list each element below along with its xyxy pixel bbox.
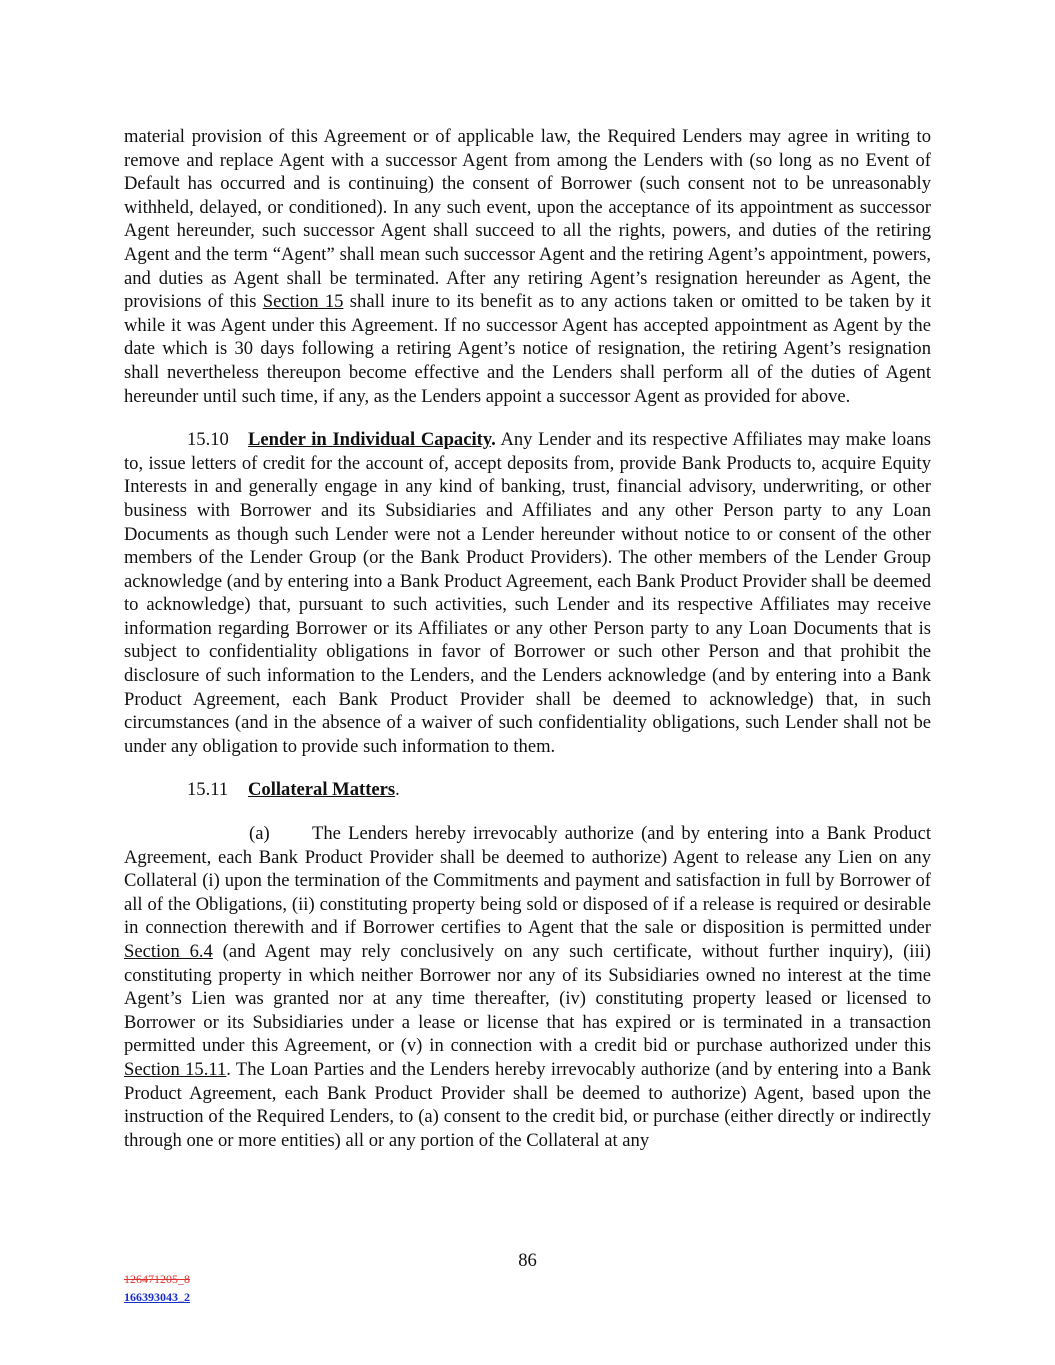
paragraph-continued — [124, 125, 931, 408]
section-number: 15.11 — [187, 779, 229, 801]
section-number: 15.10 — [187, 429, 229, 451]
section-15-10 — [124, 428, 931, 758]
section-heading: Collateral Matters — [248, 779, 396, 801]
subsection-text: (and Agent may rely conclusively on any such certificate, without further inquiry), (iii) constituting property in which neither Borrower nor any of its Subsidiaries owned no interest at the time Agent’s Lien was granted nor at any time thereafter, (iv) constituting property leased or licensed to Borrower or its Subsidiaries under a lease or license that has expired or is terminated in a transaction permitted under this Agreement, or (v) in connection with a credit bid or purchase authorized under this — [124, 941, 931, 1057]
paragraph-text: shall inure to its benefit as to any actions taken or omitted to be taken by it while it was Agent under this Agreement. If no successor Agent has accepted appointment as Agent by the date which is 30 days following a retiring Agent’s notice of resignation, the retiring Agent’s resignation shall nevertheless thereupon become effective and the Lenders shall perform all of the duties of Agent hereunder until such time, if any, as the Lenders appoint a successor Agent as provided for above. — [124, 291, 932, 407]
document-page — [124, 125, 931, 1152]
paragraph-gap — [124, 408, 931, 428]
doc-id-old: 126471205_8 — [124, 1272, 190, 1286]
subsection-text: . The Loan Parties and the Lenders hereby irrevocably authorize (and by entering into a Bank Product Agreement, each Bank Product Provider shall be deemed to authorize) Agent, based upon the instruction of the Required Lenders, to (a) consent to the credit bid, or purchase (either directly or indirectly through one or more entities) all or any portion of the Collateral at any — [124, 1058, 931, 1151]
section-heading: Lender in Individual Capacity — [248, 429, 492, 451]
paragraph-gap — [124, 758, 931, 778]
section-reference[interactable]: Section 15.11 — [124, 1058, 227, 1080]
heading-punctuation: . — [395, 779, 400, 801]
section-reference[interactable]: Section 6.4 — [124, 941, 213, 962]
section-15-11 — [124, 778, 931, 802]
subsection-text: The Lenders hereby irrevocably authorize (and by entering into a Bank Product Agreement, each Bank Product Provider shall be deemed to authorize) Agent to release any Lien on any Collateral (i) upon the termination of the Commitments and payment and satisfaction in full by Borrower of all of the Obligations, (ii) constituting property being sold or disposed of if a release is required or desirable in connection therewith and if Borrower certifies to Agent that the sale or disposition is permitted under — [124, 823, 931, 939]
section-text: Any Lender and its respective Affiliates may make loans to, issue letters of credit for the account of, accept deposits from, provide Bank Products to, acquire Equity Interests in and generally engage in any kind of banking, trust, financial advisory, underwriting, or other business with Borrower and its Subsidiaries and Affiliates and any other Person party to any Loan Documents as though such Lender were not a Lender hereunder without notice to or consent of the other members of the Lender Group (or the Bank Product Providers). The other members of the Lender Group acknowledge (and by entering into a Bank Product Agreement, each Bank Product Provider shall be deemed to acknowledge) that, pursuant to such activities, such Lender and its respective Affiliates may receive information regarding Borrower or its Affiliates or any other Person party to any Loan Documents that is subject to confidentiality obligations in favor of Borrower or such other Person and that prohibit the disclosure of such information to the Lenders, and the Lenders acknowledge (and by entering into a Bank Product Agreement, each Bank Product Provider shall be deemed to acknowledge) that, in such circumstances (and in the absence of a waiver of such confidentiality obligations, such Lender shall not be under any obligation to provide such information to them. — [124, 429, 931, 757]
paragraph-text: material provision of this Agreement or of applicable law, the Required Lenders may agree in writing to remove and replace Agent with a successor Agent from among the Lenders with (so long as no Event of Default has occurred and is continuing) the consent of Borrower (such consent not to be unreasonably withheld, delayed, or conditioned). In any such event, upon the acceptance of its appointment as successor Agent hereunder, such successor Agent shall succeed to all the rights, powers, and duties of the retiring Agent and the term “Agent” shall mean such successor Agent and the retiring Agent’s appointment, powers, and duties as Agent shall be terminated. After any retiring Agent’s resignation hereunder as Agent, the provisions of this — [124, 126, 931, 313]
page-number: 86 — [518, 1250, 537, 1271]
heading-punctuation: . — [491, 429, 496, 451]
doc-id-new: 166393043_2 — [124, 1290, 190, 1304]
paragraph-gap — [124, 802, 931, 822]
section-reference[interactable]: Section 15 — [262, 291, 344, 313]
subsection-label: (a) — [249, 823, 270, 845]
subsection-a — [124, 822, 931, 1152]
